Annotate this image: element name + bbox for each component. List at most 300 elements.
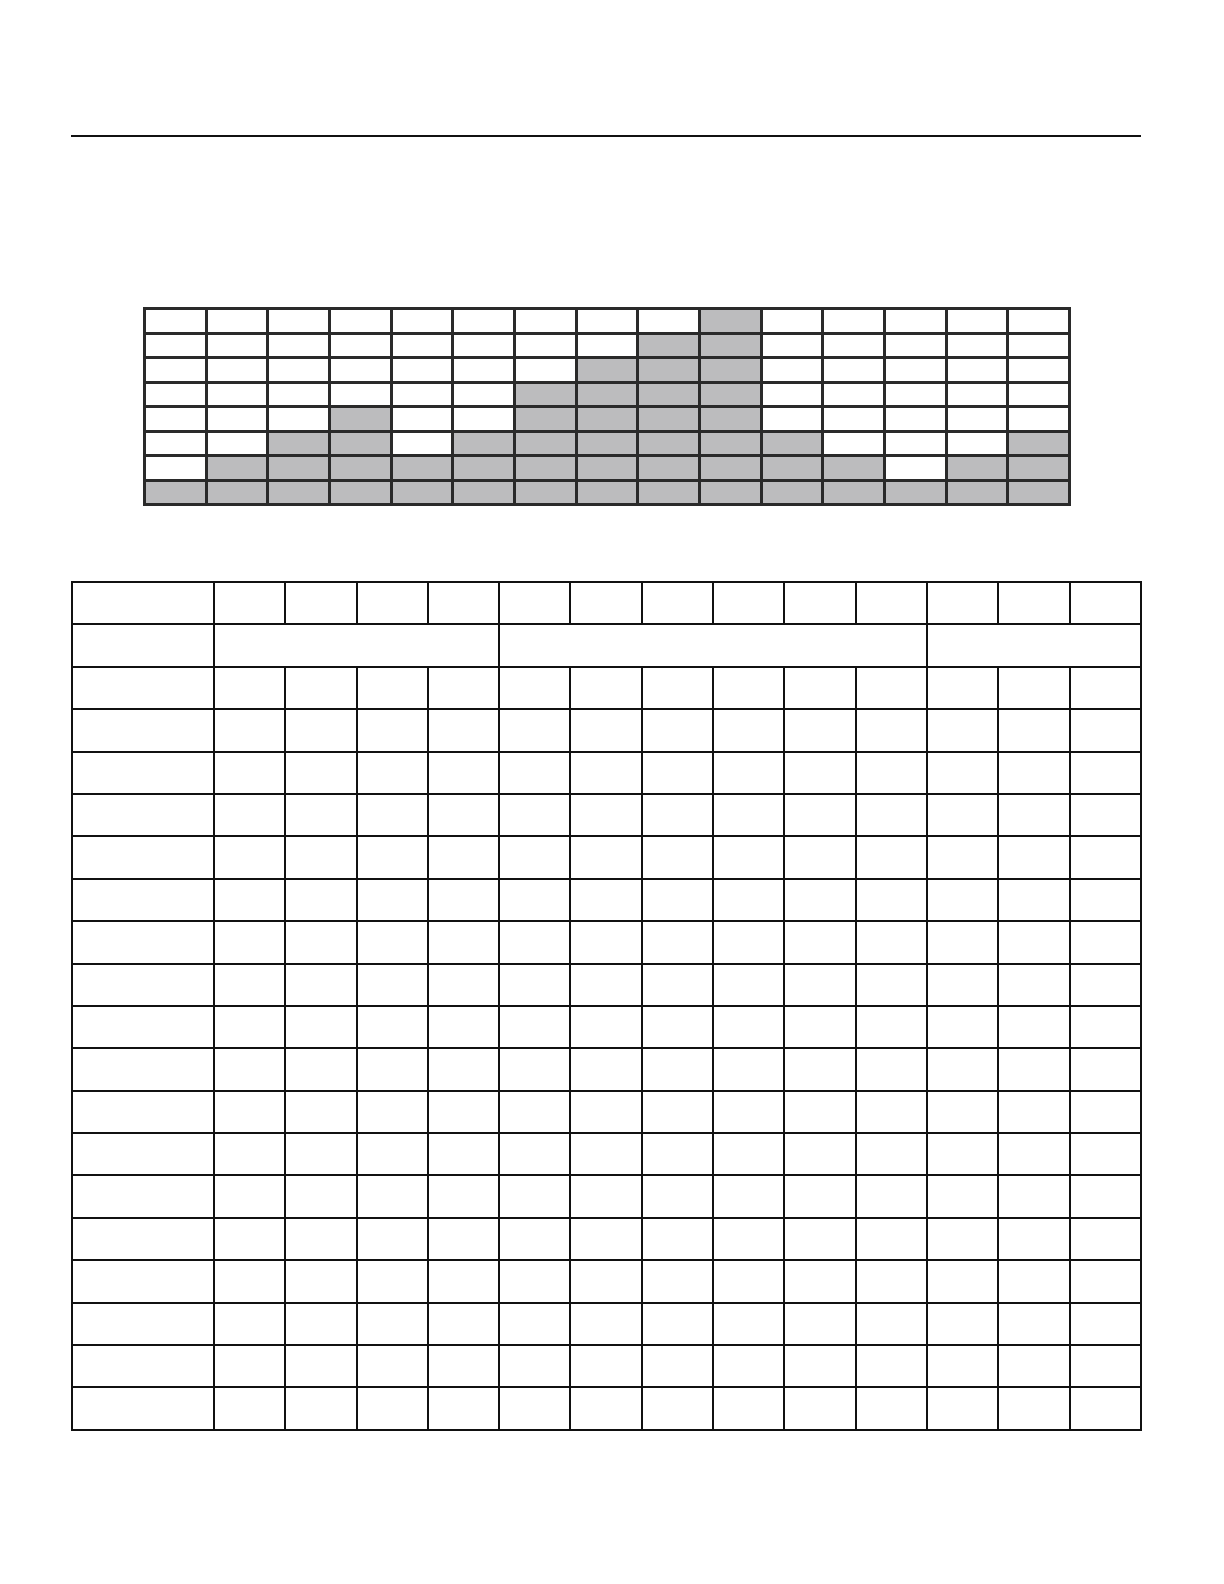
data-cell — [570, 1048, 641, 1090]
data-cell — [927, 1006, 998, 1048]
shade-cell — [516, 433, 575, 455]
data-cell — [357, 1133, 428, 1175]
data-cell — [499, 1175, 570, 1217]
shade-cell — [701, 457, 760, 479]
header-cell — [428, 582, 499, 624]
data-cell — [1070, 1387, 1141, 1430]
data-cell — [285, 964, 356, 1006]
data-cell — [713, 1133, 784, 1175]
data-cell — [357, 879, 428, 921]
table-row — [72, 1091, 1141, 1133]
data-cell — [784, 752, 855, 794]
data-cell — [428, 1175, 499, 1217]
data-cell — [214, 879, 285, 921]
data-cell — [570, 1303, 641, 1345]
data-cell — [998, 709, 1069, 751]
shade-cell — [701, 482, 760, 504]
shade-cell — [578, 482, 637, 504]
data-cell — [1070, 709, 1141, 751]
shade-cell — [639, 433, 698, 455]
data-cell — [642, 667, 713, 709]
shade-cell — [824, 359, 883, 381]
header-cell — [927, 582, 998, 624]
data-cell — [214, 1218, 285, 1260]
data-cell — [927, 836, 998, 878]
data-cell — [642, 1387, 713, 1430]
data-cell — [927, 964, 998, 1006]
shade-cell — [269, 384, 328, 406]
shade-cell — [331, 310, 390, 332]
shade-cell — [701, 335, 760, 357]
data-cell — [570, 1218, 641, 1260]
table-row — [72, 709, 1141, 751]
row-label-cell — [72, 1345, 214, 1387]
shade-cell — [763, 335, 822, 357]
shade-cell — [454, 310, 513, 332]
shade-cell — [1009, 457, 1068, 479]
shade-cell — [454, 482, 513, 504]
header-cell — [357, 582, 428, 624]
group-cell — [499, 624, 927, 666]
data-cell — [214, 667, 285, 709]
data-cell — [927, 667, 998, 709]
data-cell — [357, 1175, 428, 1217]
data-cell — [856, 1260, 927, 1302]
shade-cell — [578, 359, 637, 381]
shade-cell — [763, 384, 822, 406]
row-label-cell — [72, 1303, 214, 1345]
data-cell — [784, 921, 855, 963]
shade-cell — [269, 433, 328, 455]
data-cell — [214, 836, 285, 878]
data-cell — [998, 794, 1069, 836]
shade-cell — [146, 310, 205, 332]
data-cell — [784, 794, 855, 836]
data-cell — [998, 1260, 1069, 1302]
data-cell — [856, 879, 927, 921]
data-cell — [285, 1091, 356, 1133]
shade-cell — [146, 433, 205, 455]
header-cell — [998, 582, 1069, 624]
data-cell — [499, 1260, 570, 1302]
data-cell — [713, 1387, 784, 1430]
shade-cell — [269, 482, 328, 504]
data-cell — [856, 1218, 927, 1260]
table-row — [72, 1303, 1141, 1345]
data-cell — [499, 1133, 570, 1175]
data-cell — [1070, 667, 1141, 709]
data-cell — [998, 752, 1069, 794]
data-cell — [428, 1303, 499, 1345]
shade-cell — [393, 335, 452, 357]
shade-cell — [331, 457, 390, 479]
shade-cell — [331, 482, 390, 504]
row-label-cell — [72, 1133, 214, 1175]
data-cell — [927, 1387, 998, 1430]
shade-cell — [948, 384, 1007, 406]
data-cell — [499, 964, 570, 1006]
data-cell — [713, 964, 784, 1006]
shade-cell — [393, 457, 452, 479]
data-cell — [214, 1048, 285, 1090]
shade-cell — [454, 433, 513, 455]
row-label-cell — [72, 1006, 214, 1048]
shade-cell — [208, 335, 267, 357]
group-cell — [927, 624, 1141, 666]
shade-cell — [516, 457, 575, 479]
data-cell — [214, 921, 285, 963]
data-cell — [642, 1006, 713, 1048]
row-label-cell — [72, 1260, 214, 1302]
data-cell — [998, 921, 1069, 963]
shade-cell — [701, 384, 760, 406]
data-cell — [642, 752, 713, 794]
shade-cell — [454, 457, 513, 479]
data-cell — [713, 1303, 784, 1345]
shade-cell — [393, 408, 452, 430]
data-cell — [428, 1091, 499, 1133]
data-cell — [570, 921, 641, 963]
table-row — [72, 879, 1141, 921]
data-cell — [713, 836, 784, 878]
data-cell — [998, 1218, 1069, 1260]
data-cell — [428, 1345, 499, 1387]
row-label-cell — [72, 921, 214, 963]
data-cell — [927, 921, 998, 963]
data-cell — [784, 1387, 855, 1430]
header-cell — [214, 582, 285, 624]
row-label-cell — [72, 836, 214, 878]
data-cell — [1070, 1218, 1141, 1260]
data-cell — [499, 1387, 570, 1430]
data-cell — [1070, 1091, 1141, 1133]
shade-cell — [578, 433, 637, 455]
shade-cell — [454, 384, 513, 406]
data-cell — [856, 752, 927, 794]
data-cell — [357, 1303, 428, 1345]
shade-cell — [269, 408, 328, 430]
header-rule — [71, 135, 1141, 137]
row-label-cell — [72, 1091, 214, 1133]
shade-cell — [516, 359, 575, 381]
data-cell — [214, 1345, 285, 1387]
shade-cell — [331, 359, 390, 381]
data-cell — [927, 1175, 998, 1217]
data-cell — [285, 752, 356, 794]
header-cell — [285, 582, 356, 624]
data-cell — [428, 794, 499, 836]
table-row — [72, 1345, 1141, 1387]
data-cell — [856, 1133, 927, 1175]
table-row — [72, 1260, 1141, 1302]
data-cell — [642, 921, 713, 963]
shade-cell — [701, 359, 760, 381]
data-cell — [856, 921, 927, 963]
shade-cell — [454, 359, 513, 381]
header-label-cell — [72, 582, 214, 624]
data-cell — [998, 836, 1069, 878]
shade-cell — [763, 310, 822, 332]
shade-cell — [639, 408, 698, 430]
data-cell — [927, 1133, 998, 1175]
header-cell — [642, 582, 713, 624]
data-cell — [357, 921, 428, 963]
data-cell — [927, 879, 998, 921]
data-cell — [784, 709, 855, 751]
table-row — [72, 1133, 1141, 1175]
data-cell — [784, 1218, 855, 1260]
shade-cell — [578, 457, 637, 479]
data-cell — [1070, 794, 1141, 836]
row-label-cell — [72, 1218, 214, 1260]
data-cell — [998, 667, 1069, 709]
group-label-cell — [72, 624, 214, 666]
row-label-cell — [72, 752, 214, 794]
data-cell — [285, 709, 356, 751]
data-cell — [998, 964, 1069, 1006]
shade-cell — [824, 408, 883, 430]
data-cell — [784, 1006, 855, 1048]
data-cell — [856, 1091, 927, 1133]
data-cell — [784, 964, 855, 1006]
header-cell — [856, 582, 927, 624]
row-label-cell — [72, 1048, 214, 1090]
data-cell — [856, 964, 927, 1006]
shade-cell — [948, 310, 1007, 332]
table-row — [72, 836, 1141, 878]
shade-cell — [146, 457, 205, 479]
data-cell — [285, 1387, 356, 1430]
data-cell — [285, 1048, 356, 1090]
data-cell — [784, 879, 855, 921]
shade-cell — [948, 408, 1007, 430]
shade-cell — [578, 408, 637, 430]
data-cell — [570, 794, 641, 836]
data-cell — [357, 1260, 428, 1302]
shade-cell — [639, 310, 698, 332]
shade-cell — [639, 359, 698, 381]
data-cell — [214, 1133, 285, 1175]
shade-cell — [578, 335, 637, 357]
data-cell — [570, 1006, 641, 1048]
data-cell — [570, 1387, 641, 1430]
data-cell — [499, 709, 570, 751]
data-cell — [499, 752, 570, 794]
data-cell — [214, 1260, 285, 1302]
shade-cell — [639, 335, 698, 357]
shade-cell — [516, 335, 575, 357]
data-cell — [784, 1345, 855, 1387]
row-label-cell — [72, 709, 214, 751]
shade-cell — [454, 408, 513, 430]
data-cell — [1070, 1260, 1141, 1302]
data-cell — [214, 964, 285, 1006]
shade-cell — [948, 457, 1007, 479]
data-cell — [927, 794, 998, 836]
data-cell — [642, 1345, 713, 1387]
data-cell — [642, 1091, 713, 1133]
shade-cell — [146, 408, 205, 430]
shade-cell — [208, 310, 267, 332]
header-cell — [784, 582, 855, 624]
data-cell — [428, 1048, 499, 1090]
data-cell — [998, 1303, 1069, 1345]
data-cell — [856, 1006, 927, 1048]
table-header-row — [72, 582, 1141, 624]
data-cell — [856, 667, 927, 709]
shade-cell — [146, 359, 205, 381]
shade-cell — [886, 457, 945, 479]
data-cell — [499, 921, 570, 963]
shade-cell — [763, 457, 822, 479]
shade-cell — [886, 310, 945, 332]
data-cell — [713, 1048, 784, 1090]
shade-cell — [331, 408, 390, 430]
shade-cell — [269, 359, 328, 381]
data-cell — [499, 1345, 570, 1387]
shade-cell — [701, 408, 760, 430]
data-cell — [499, 879, 570, 921]
data-cell — [285, 667, 356, 709]
data-cell — [784, 1260, 855, 1302]
data-cell — [927, 1048, 998, 1090]
shade-cell — [578, 384, 637, 406]
data-cell — [214, 709, 285, 751]
shade-cell — [1009, 335, 1068, 357]
data-cell — [214, 794, 285, 836]
data-cell — [357, 964, 428, 1006]
shade-cell — [886, 335, 945, 357]
data-cell — [428, 1260, 499, 1302]
shade-cell — [886, 359, 945, 381]
shade-cell — [393, 433, 452, 455]
shade-cell — [208, 457, 267, 479]
data-cell — [1070, 1175, 1141, 1217]
data-cell — [570, 752, 641, 794]
data-cell — [1070, 836, 1141, 878]
data-cell — [856, 1387, 927, 1430]
data-cell — [642, 1175, 713, 1217]
data-cell — [856, 1345, 927, 1387]
data-cell — [1070, 1303, 1141, 1345]
data-cell — [285, 879, 356, 921]
data-cell — [357, 1218, 428, 1260]
data-cell — [357, 1091, 428, 1133]
table-row — [72, 921, 1141, 963]
shade-cell — [763, 482, 822, 504]
data-cell — [927, 1303, 998, 1345]
shade-cell — [639, 457, 698, 479]
data-cell — [285, 836, 356, 878]
shade-cell — [639, 384, 698, 406]
shade-cell — [948, 433, 1007, 455]
data-cell — [285, 794, 356, 836]
data-cell — [285, 921, 356, 963]
table-row — [72, 1175, 1141, 1217]
data-cell — [713, 1345, 784, 1387]
shade-cell — [331, 384, 390, 406]
data-cell — [927, 1091, 998, 1133]
data-cell — [856, 1175, 927, 1217]
shade-cell — [1009, 310, 1068, 332]
shade-cell — [701, 310, 760, 332]
data-cell — [784, 1091, 855, 1133]
shade-cell — [208, 408, 267, 430]
table-group-row — [72, 624, 1141, 666]
row-label-cell — [72, 964, 214, 1006]
data-cell — [1070, 1006, 1141, 1048]
data-cell — [713, 667, 784, 709]
shade-cell — [886, 482, 945, 504]
shade-cell — [886, 433, 945, 455]
data-cell — [642, 1303, 713, 1345]
data-cell — [713, 879, 784, 921]
shade-cell — [516, 408, 575, 430]
shade-cell — [516, 310, 575, 332]
shade-cell — [269, 310, 328, 332]
data-cell — [428, 1387, 499, 1430]
shade-cell — [763, 408, 822, 430]
data-cell — [214, 1387, 285, 1430]
header-cell — [1070, 582, 1141, 624]
header-cell — [499, 582, 570, 624]
blank-record-table — [71, 581, 1142, 1431]
data-cell — [784, 1133, 855, 1175]
table-row — [72, 1006, 1141, 1048]
data-cell — [285, 1218, 356, 1260]
data-cell — [784, 1303, 855, 1345]
data-cell — [357, 1387, 428, 1430]
data-cell — [428, 667, 499, 709]
data-cell — [570, 1091, 641, 1133]
data-cell — [285, 1303, 356, 1345]
data-cell — [570, 1345, 641, 1387]
shade-cell — [269, 457, 328, 479]
data-cell — [357, 1345, 428, 1387]
data-cell — [214, 752, 285, 794]
row-label-cell — [72, 1175, 214, 1217]
shade-cell — [516, 482, 575, 504]
data-cell — [570, 1133, 641, 1175]
data-cell — [998, 1175, 1069, 1217]
shade-cell — [578, 310, 637, 332]
data-cell — [713, 794, 784, 836]
shade-cell — [824, 335, 883, 357]
shade-cell — [208, 359, 267, 381]
data-cell — [856, 1303, 927, 1345]
data-cell — [713, 1175, 784, 1217]
data-cell — [998, 1091, 1069, 1133]
data-cell — [642, 709, 713, 751]
data-cell — [285, 1345, 356, 1387]
table-row — [72, 667, 1141, 709]
shade-cell — [824, 310, 883, 332]
data-cell — [357, 1048, 428, 1090]
shade-cell — [886, 408, 945, 430]
shade-cell — [1009, 482, 1068, 504]
row-label-cell — [72, 794, 214, 836]
data-cell — [357, 667, 428, 709]
header-cell — [713, 582, 784, 624]
shade-cell — [269, 335, 328, 357]
data-cell — [499, 794, 570, 836]
table-row — [72, 964, 1141, 1006]
data-cell — [998, 1006, 1069, 1048]
data-cell — [784, 667, 855, 709]
data-cell — [1070, 1133, 1141, 1175]
data-cell — [784, 1048, 855, 1090]
data-cell — [357, 836, 428, 878]
